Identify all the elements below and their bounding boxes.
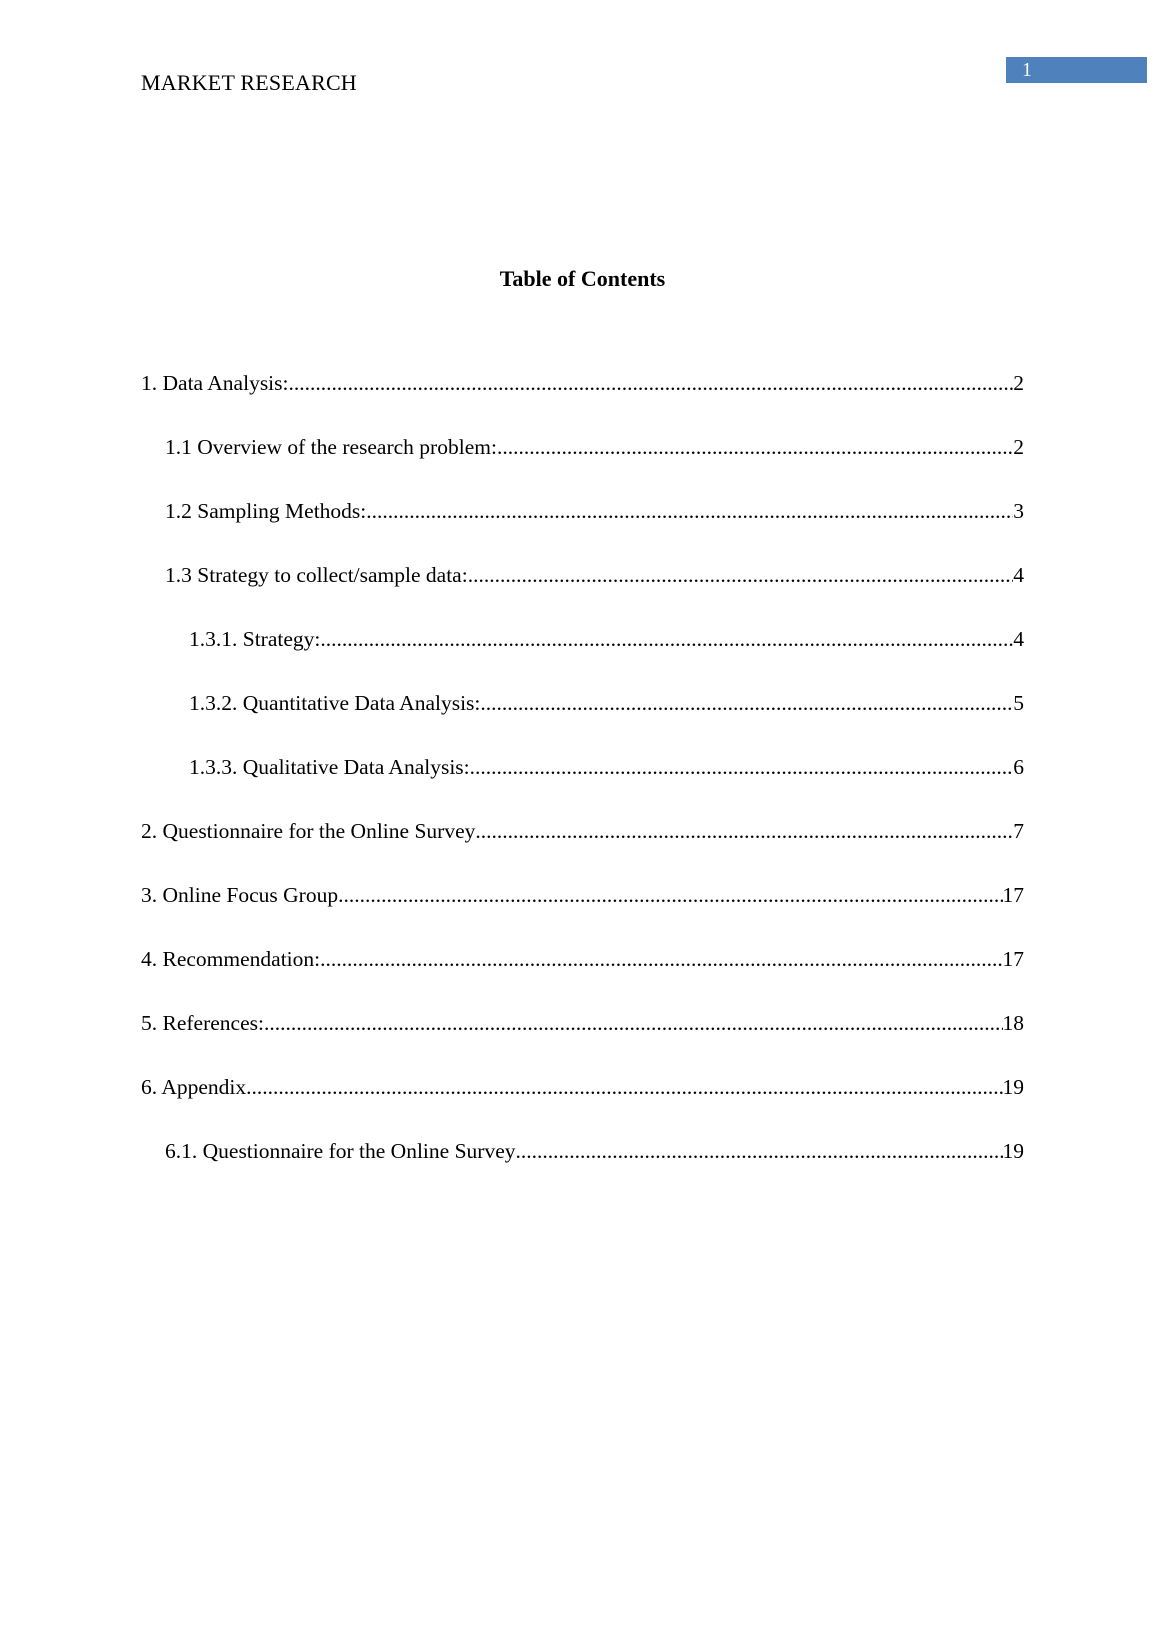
toc-entry[interactable] [141, 944, 1024, 1008]
toc-entry-label: 1. Data Analysis: [141, 371, 289, 395]
toc-dot-leader [470, 752, 1014, 782]
toc-dot-leader [516, 1136, 1003, 1166]
toc-entry[interactable] [141, 624, 1024, 688]
toc-entry-label: 6. Appendix [141, 1075, 247, 1099]
toc-dot-leader [246, 1072, 1002, 1102]
toc-entry-label: 3. Online Focus Group [141, 883, 339, 907]
toc-entry[interactable] [141, 688, 1024, 752]
toc-entry-page: 3 [1013, 499, 1024, 523]
page-number-badge [1006, 57, 1147, 83]
toc-entry-page: 19 [1002, 1075, 1024, 1099]
table-of-contents [141, 368, 1024, 1200]
toc-entry-page: 7 [1013, 819, 1024, 843]
toc-entry-label: 6.1. Questionnaire for the Online Survey [165, 1139, 516, 1163]
toc-dot-leader [475, 816, 1013, 846]
toc-heading: Table of Contents [499, 266, 666, 291]
toc-entry[interactable] [141, 560, 1024, 624]
toc-entry[interactable] [141, 496, 1024, 560]
toc-entry-label: 4. Recommendation: [141, 947, 321, 971]
toc-entry-page: 19 [1002, 1139, 1024, 1163]
toc-entry[interactable] [141, 752, 1024, 816]
toc-dot-leader [289, 368, 1014, 398]
toc-entry[interactable] [141, 432, 1024, 496]
toc-dot-leader [264, 1008, 1003, 1038]
toc-entry[interactable] [141, 1008, 1024, 1072]
toc-entry[interactable] [141, 880, 1024, 944]
toc-entry-page: 6 [1013, 755, 1024, 779]
toc-entry-page: 2 [1013, 371, 1024, 395]
toc-entry-label: 5. References: [141, 1011, 264, 1035]
toc-entry-label: 1.3.2. Quantitative Data Analysis: [189, 691, 481, 715]
toc-entry-label: 1.3 Strategy to collect/sample data: [165, 563, 468, 587]
toc-entry[interactable] [141, 368, 1024, 432]
toc-dot-leader [320, 624, 1013, 654]
toc-dot-leader [497, 432, 1013, 462]
toc-entry-label: 1.1 Overview of the research problem: [165, 435, 497, 459]
header-title: MARKET RESEARCH [141, 70, 357, 95]
toc-entry-label: 1.3.1. Strategy: [189, 627, 321, 651]
toc-entry[interactable] [141, 1136, 1024, 1200]
toc-entry-page: 2 [1013, 435, 1024, 459]
toc-dot-leader [338, 880, 1002, 910]
toc-entry-page: 4 [1013, 563, 1024, 587]
toc-entry[interactable] [141, 816, 1024, 880]
toc-entry-page: 4 [1013, 627, 1024, 651]
toc-entry-label: 1.2 Sampling Methods: [165, 499, 367, 523]
toc-dot-leader [468, 560, 1014, 590]
toc-dot-leader [480, 688, 1013, 718]
page-number: 1 [1022, 59, 1032, 81]
toc-entry-page: 18 [1002, 1011, 1024, 1035]
toc-entry-page: 17 [1002, 947, 1024, 971]
toc-entry-page: 5 [1013, 691, 1024, 715]
toc-dot-leader [320, 944, 1002, 974]
toc-entry[interactable] [141, 1072, 1024, 1136]
toc-entry-label: 1.3.3. Qualitative Data Analysis: [189, 755, 470, 779]
toc-entry-page: 17 [1002, 883, 1024, 907]
toc-dot-leader [366, 496, 1013, 526]
toc-entry-label: 2. Questionnaire for the Online Survey [141, 819, 476, 843]
